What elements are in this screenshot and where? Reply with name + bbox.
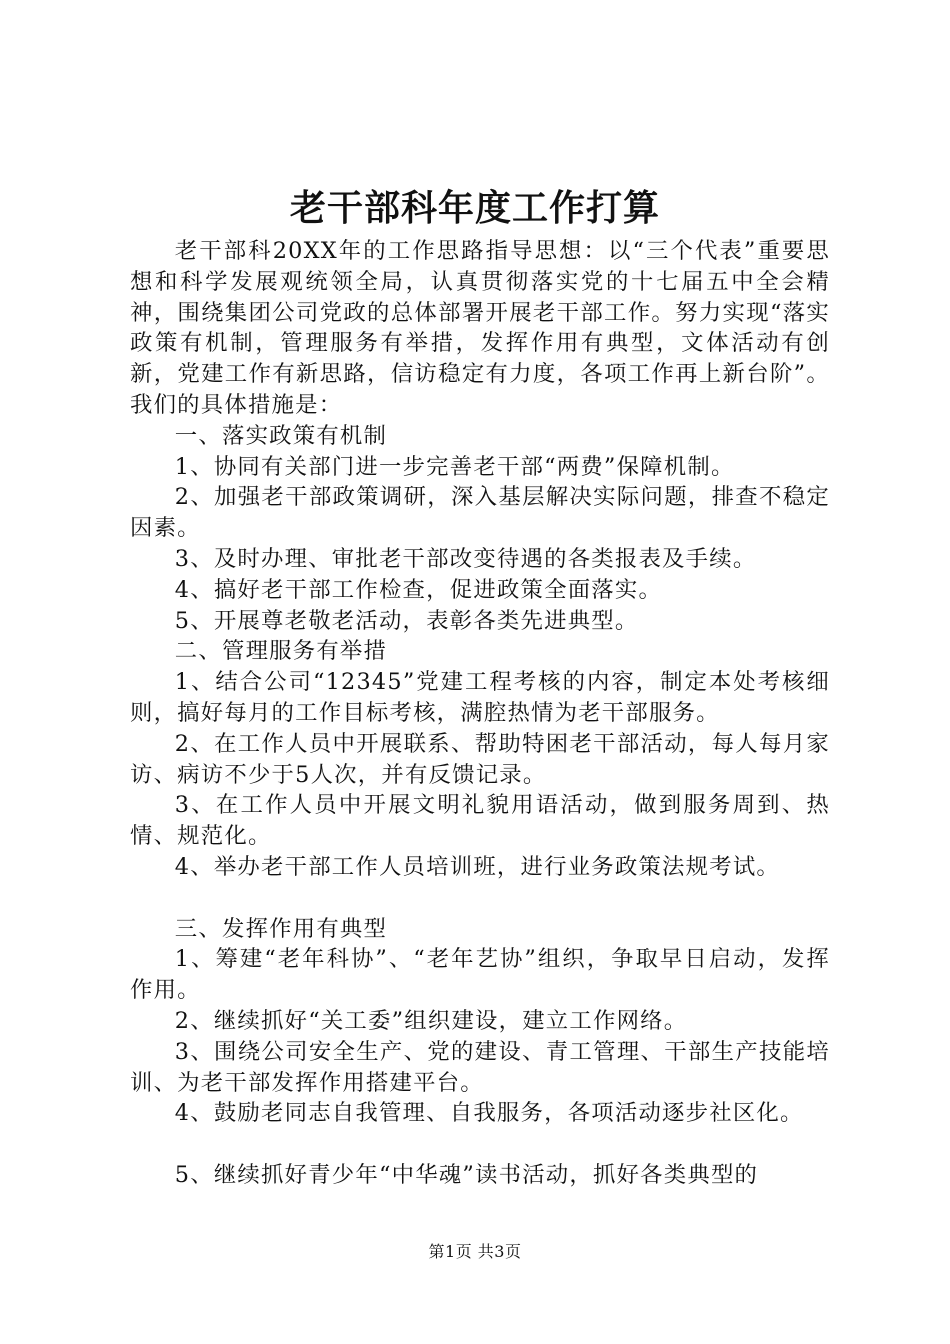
list-item: 5、继续抓好青少年“中华魂”读书活动，抓好各类典型的	[174, 1161, 759, 1188]
list-item: 1、协同有关部门进一步完善老干部“两费”保障机制。	[174, 453, 735, 480]
list-item: 3、围绕公司安全生产、党的建设、青工管理、干部生产技能培训、为老干部发挥作用搭建平台。	[130, 1038, 830, 1096]
list-item: 3、及时办理、审批老干部改变待遇的各类报表及手续。	[174, 545, 757, 572]
list-item: 2、在工作人员中开展联系、帮助特困老干部活动，每人每月家访、病访不少于5人次，并有反馈记录。	[130, 730, 830, 788]
blank-line	[130, 883, 830, 914]
list-item: 4、鼓励老同志自我管理、自我服务，各项活动逐步社区化。	[174, 1100, 804, 1127]
section-heading: 一、落实政策有机制	[174, 422, 388, 449]
list-item: 4、搞好老干部工作检查，促进政策全面落实。	[174, 576, 663, 603]
blank-line	[130, 1129, 830, 1160]
document-body	[130, 236, 830, 1191]
list-item: 5、开展尊老敬老活动，表彰各类先进典型。	[174, 607, 639, 634]
list-item: 3、在工作人员中开展文明礼貌用语活动，做到服务周到、热情、规范化。	[130, 792, 830, 850]
list-item: 2、继续抓好“关工委”组织建设，建立工作网络。	[174, 1007, 688, 1034]
list-item: 2、加强老干部政策调研，深入基层解决实际问题，排查不稳定因素。	[130, 484, 830, 542]
list-item: 1、筹建“老年科协”、“老年艺协”组织，争取早日启动，发挥作用。	[130, 946, 830, 1004]
list-item: 1、结合公司“12345”党建工程考核的内容，制定本处考核细则，搞好每月的工作目标考核，满腔热情为老干部服务。	[130, 669, 830, 726]
page-footer: 第1页 共3页	[428, 1242, 522, 1261]
document-title: 老干部科年度工作打算	[289, 187, 660, 229]
section-heading: 二、管理服务有举措	[174, 638, 388, 665]
list-item: 4、举办老干部工作人员培训班，进行业务政策法规考试。	[174, 853, 781, 880]
section-heading: 三、发挥作用有典型	[174, 915, 388, 942]
paragraph: 老干部科20XX年的工作思路指导思想：以“三个代表”重要思想和科学发展观统领全局，认真贯彻落实党的十七届五中全会精神，围绕集团公司党政的总体部署开展老干部工作。努力实现“落实政策有机制，管理服务有举措，发挥作用有典型，文体活动有创新，党建工作有新思路，信访稳定有力度，各项工作再上新台阶”。我们的具体措施是：	[130, 238, 830, 418]
